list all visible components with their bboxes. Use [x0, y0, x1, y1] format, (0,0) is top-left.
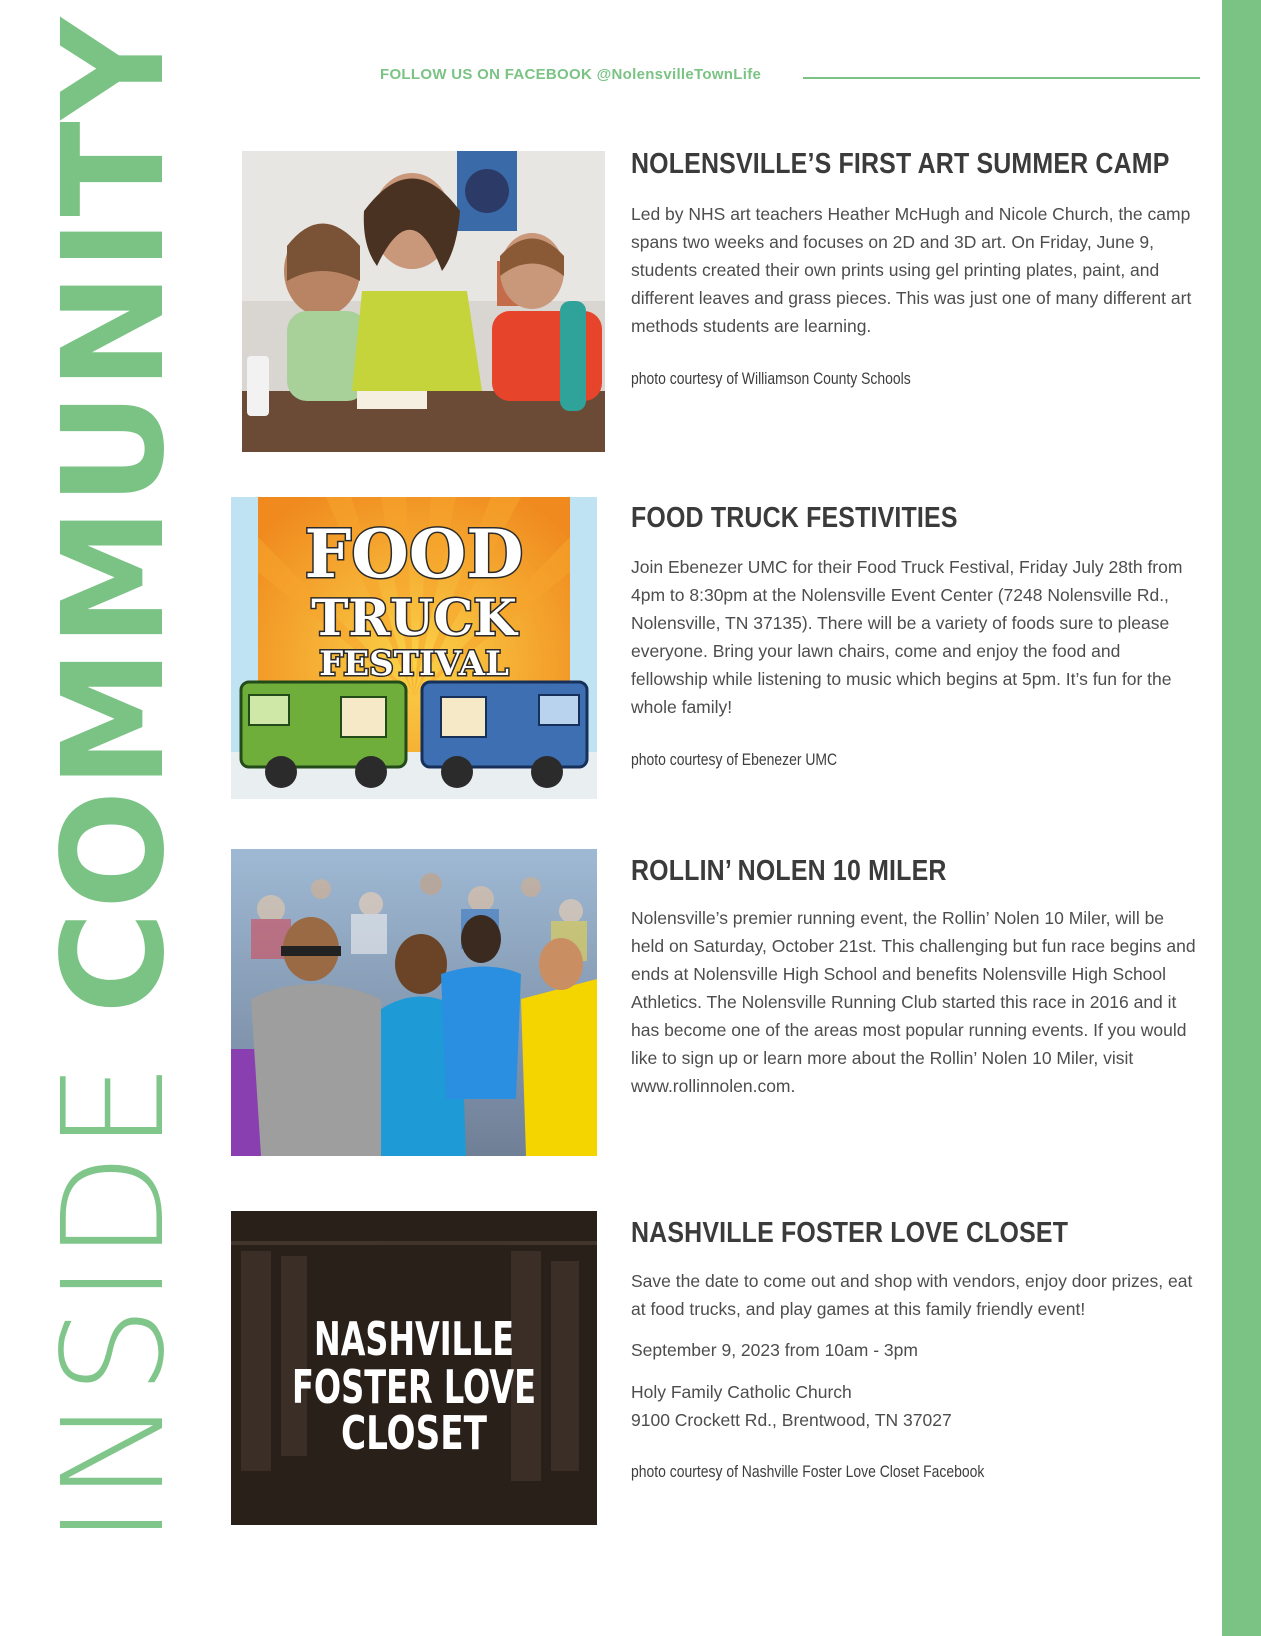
poster-closet: CLOSET [341, 1406, 488, 1460]
follow-divider-line [803, 77, 1200, 79]
runners-photo [231, 849, 597, 1156]
article-1-body: Led by NHS art teachers Heather McHugh and Nicole Church, the camp spans two weeks and focuses on 2D and 3D art. On Friday, June 9, students created their own prints using gel printing plates, paint, and different leaves and grass pieces. This was just one of many different art methods students are learning. [631, 204, 1192, 336]
article-3-heading: ROLLIN’ NOLEN 10 MILER [631, 855, 947, 887]
poster-festival: FESTIVAL [319, 644, 509, 684]
title-community: COMMUNITY [33, 15, 196, 1015]
poster-foster-love: FOSTER LOVE [292, 1360, 536, 1414]
art-camp-illustration [242, 151, 605, 452]
article-4-date: September 9, 2023 from 10am - 3pm [631, 1340, 918, 1360]
facebook-follow-text: FOLLOW US ON FACEBOOK @NolensvilleTownLife [380, 66, 762, 83]
poster-food: FOOD [304, 515, 524, 593]
article-2-photo-credit: photo courtesy of Ebenezer UMC [631, 750, 838, 769]
article-1-photo-credit: photo courtesy of Williamson County Schools [631, 369, 911, 388]
article-4-venue: Holy Family Catholic Church [631, 1382, 852, 1402]
article-1-heading: NOLENSVILLE’S FIRST ART SUMMER CAMP [631, 148, 1170, 180]
article-4-address: 9100 Crockett Rd., Brentwood, TN 37027 [631, 1410, 952, 1430]
article-3-body: Nolensville’s premier running event, the Rollin’ Nolen 10 Miler, will be held on Saturday, October 21st. This challenging but fun race begins and ends at Nolensville High School and benefits Nolensville High School Athletics. The Nolensville Running Club started this race in 2016 and it has become one of the areas most popular running events. If you would like to sign up or learn more about the Rollin’ Nolen 10 Miler, visit www.rollinnolen.com. [631, 908, 1196, 1096]
poster-nashville: NASHVILLE [314, 1312, 514, 1366]
poster-truck: TRUCK [311, 588, 517, 647]
right-accent-bar [1222, 0, 1261, 1636]
food-truck-festival-poster [231, 497, 597, 799]
article-2-body: Join Ebenezer UMC for their Food Truck Festival, Friday July 28th from 4pm to 8:30pm at the Nolensville Event Center (7248 Nolensville Rd., Nolensville, TN 37135). There will be a variety of foods sure to please everyone. Bring your lawn chairs, come and enjoy the food and fellowship while listening to music which begins at 5pm. It’s fun for the whole family! [631, 557, 1183, 717]
article-4-heading: NASHVILLE FOSTER LOVE CLOSET [631, 1217, 1069, 1249]
inside-community-title [30, 16, 200, 1545]
art-camp-photo [242, 151, 605, 452]
runners-illustration [231, 849, 597, 1156]
article-4-body: Save the date to come out and shop with vendors, enjoy door prizes, eat at food trucks, and play games at this family friendly event! [631, 1271, 1193, 1319]
article-2-heading: FOOD TRUCK FESTIVITIES [631, 502, 958, 534]
foster-closet-poster-art [231, 1211, 597, 1525]
article-4-photo-credit: photo courtesy of Nashville Foster Love Closet Facebook [631, 1462, 985, 1481]
foster-love-closet-poster [231, 1211, 597, 1525]
title-inside: INSIDE [33, 1014, 196, 1545]
food-truck-poster-art [231, 497, 597, 799]
